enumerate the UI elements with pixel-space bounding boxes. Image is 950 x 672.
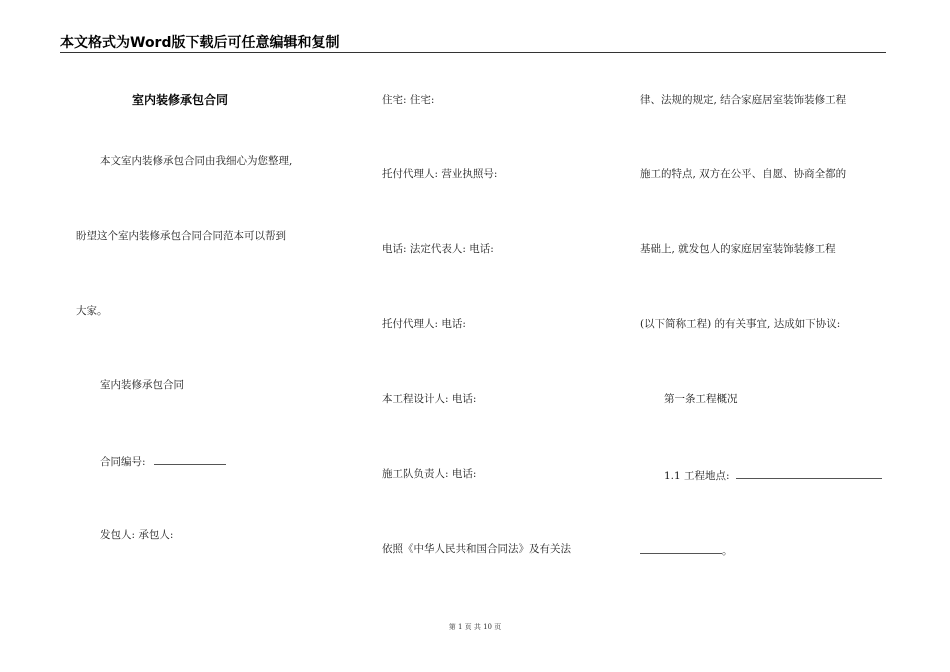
project-location-blank-2: [640, 542, 722, 554]
parties-line: 发包人: 承包人:: [100, 529, 174, 541]
middle-line-7: 依照《中华人民共和国合同法》及有关法: [382, 543, 571, 555]
middle-line-5: 本工程设计人: 电话:: [382, 393, 477, 405]
section-heading: 第一条工程概况: [664, 393, 738, 405]
intro-line-2: 盼望这个室内装修承包合同合同范本可以帮到: [76, 230, 286, 242]
contract-number-label: 合同编号:: [100, 456, 146, 468]
middle-line-2: 托付代理人: 营业执照号:: [382, 168, 498, 180]
header-divider: [60, 52, 886, 53]
project-location-field: [664, 467, 882, 483]
right-line-1: 律、法规的规定, 结合家庭居室装饰装修工程: [640, 94, 847, 106]
right-line-2: 施工的特点, 双方在公平、自愿、协商全都的: [640, 168, 847, 180]
intro-line-1: 本文室内装修承包合同由我细心为您整理,: [100, 155, 293, 167]
right-line-3: 基础上, 就发包人的家庭居室装饰装修工程: [640, 243, 836, 255]
contract-subtitle: 室内装修承包合同: [100, 379, 184, 391]
middle-line-6: 施工队负责人: 电话:: [382, 468, 477, 480]
middle-line-1: 住宅: 住宅:: [382, 94, 435, 106]
contract-number-blank: [154, 453, 226, 465]
middle-line-4: 托付代理人: 电话:: [382, 318, 466, 330]
intro-line-3: 大家。: [76, 305, 108, 317]
project-location-continuation: [640, 542, 733, 558]
contract-title: 室内装修承包合同: [132, 93, 229, 107]
contract-number-field: [100, 453, 226, 469]
period-mark: 。: [722, 545, 733, 557]
document-header-title: 本文格式为Word版下载后可任意编辑和复制: [60, 35, 340, 51]
project-location-label: 1.1 工程地点:: [664, 470, 730, 482]
middle-line-3: 电话: 法定代表人: 电话:: [382, 243, 494, 255]
project-location-blank: [736, 467, 882, 479]
page-number: 第 1 页 共 10 页: [448, 623, 502, 631]
right-line-4: (以下简称工程) 的有关事宜, 达成如下协议:: [640, 318, 841, 330]
